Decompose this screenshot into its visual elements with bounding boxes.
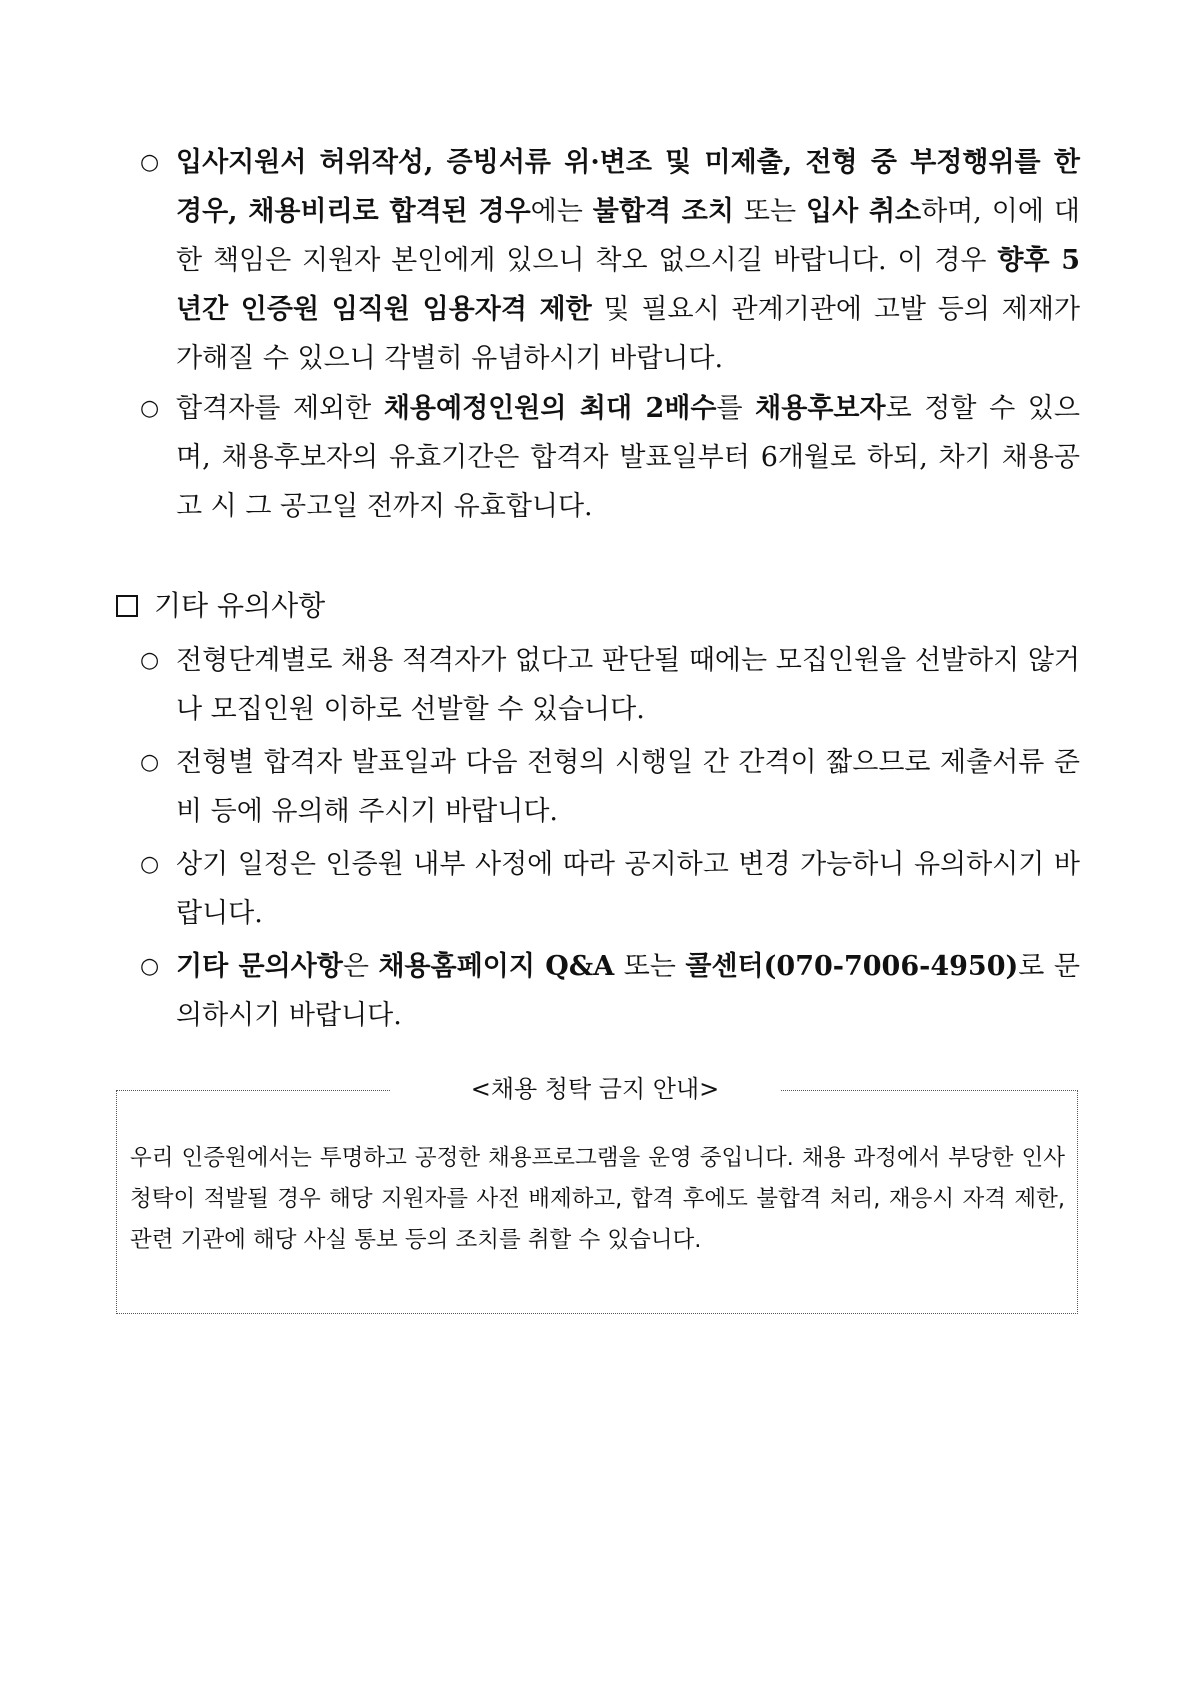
- list-item-text: 전형단계별로 채용 적격자가 없다고 판단될 때에는 모집인원을 선발하지 않거나 모집인원 이하로 선발할 수 있습니다.: [176, 645, 1080, 725]
- list-item-false-application: [140, 138, 1080, 383]
- bullet-circle-icon: ○: [140, 150, 160, 175]
- list-item-text: 기타 문의사항은 채용홈페이지 Q&A 또는 콜센터(070-7006-4950)로 문의하시기 바랍니다.: [176, 951, 1080, 1031]
- list-item-text: 상기 일정은 인증원 내부 사정에 따라 공지하고 변경 가능하니 유의하시기 바랍니다.: [176, 849, 1080, 929]
- section-heading-label: 기타 유의사항: [154, 589, 326, 622]
- list-item-text: 전형별 합격자 발표일과 다음 전형의 시행일 간 간격이 짧으므로 제출서류 준비 등에 유의해 주시기 바랍니다.: [176, 747, 1080, 827]
- notice-title: <채용 청탁 금지 안내>: [470, 1075, 720, 1103]
- list-item-text: 입사지원서 허위작성, 증빙서류 위·변조 및 미제출, 전형 중 부정행위를 한 경우, 채용비리로 합격된 경우에는 불합격 조치 또는 입사 취소하며, 이에 대한 책임은 지원자 본인에게 있으니 착오 없으시길 바랍니다. 이 경우 향후 5년간 인증원 임직원 임용자격 제한 및 필요시 관계기관에 고발 등의 제재가 가해질 수 있으니 각별히 유념하시기 바랍니다.: [176, 147, 1081, 374]
- bullet-circle-icon: ○: [140, 396, 160, 421]
- notice-body: 우리 인증원에서는 투명하고 공정한 채용프로그램을 운영 중입니다. 채용 과정에서 부당한 인사청탁이 적발될 경우 해당 지원자를 사전 배제하고, 합격 후에도 불합격 처리, 재응시 자격 제한, 관련 기관에 해당 사실 통보 등의 조치를 취할 수 있습니다.: [130, 1145, 1065, 1253]
- list-item-schedule-gap: [140, 738, 1080, 836]
- bullet-circle-icon: ○: [140, 954, 160, 979]
- list-item-inquiries: [140, 942, 1080, 1040]
- list-item-no-qualified: [140, 636, 1080, 734]
- checkbox-square-icon: [116, 595, 138, 617]
- section-heading: [116, 586, 325, 626]
- bullet-circle-icon: ○: [140, 750, 160, 775]
- list-item-reserve-candidates: [140, 384, 1080, 531]
- list-item-text: 합격자를 제외한 채용예정인원의 최대 2배수를 채용후보자로 정할 수 있으며, 채용후보자의 유효기간은 합격자 발표일부터 6개월로 하되, 차기 채용공고 시 그 공고일 전까지 유효합니다.: [176, 393, 1080, 522]
- list-item-schedule-change: [140, 840, 1080, 938]
- bullet-circle-icon: ○: [140, 648, 160, 673]
- bullet-circle-icon: ○: [140, 852, 160, 877]
